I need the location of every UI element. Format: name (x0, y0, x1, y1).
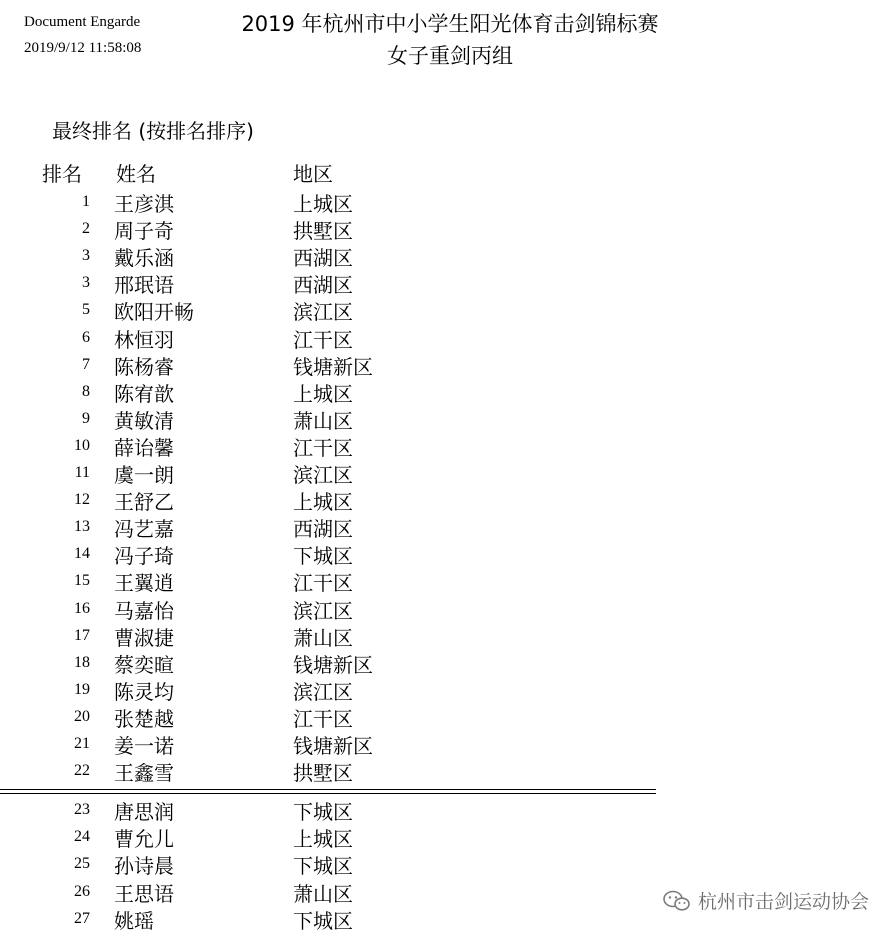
column-header-rank: 排名 (42, 162, 82, 186)
table-row (0, 188, 700, 215)
rank-cell: 6 (82, 328, 90, 346)
name-cell: 陈灵均 (114, 679, 174, 704)
region-cell: 江干区 (293, 706, 353, 731)
table-row (0, 486, 700, 513)
rank-cell: 8 (82, 382, 90, 400)
table-row (0, 296, 700, 323)
event-group-title: 女子重剑丙组 (387, 44, 513, 68)
name-cell: 王翼逍 (114, 571, 174, 596)
name-cell: 欧阳开畅 (114, 300, 194, 325)
ranking-subtitle: 最终排名 (按排名排序) (52, 119, 254, 143)
region-cell: 下城区 (293, 800, 353, 825)
rank-cell: 24 (74, 828, 90, 846)
table-row (0, 269, 700, 296)
competition-title: 2019 年杭州市中小学生阳光体育击剑锦标赛 (241, 12, 659, 36)
rank-cell: 21 (74, 735, 90, 752)
table-row (0, 878, 700, 905)
rank-cell: 10 (74, 436, 90, 454)
rank-cell: 22 (74, 762, 90, 780)
region-cell: 滨江区 (293, 679, 353, 704)
table-row (0, 905, 700, 932)
name-cell: 姜一诺 (114, 734, 174, 758)
name-cell: 薛诒馨 (114, 435, 174, 460)
rank-cell: 3 (82, 274, 90, 292)
rank-cell: 9 (82, 409, 90, 427)
name-cell: 戴乐涵 (114, 246, 174, 271)
table-row (0, 703, 700, 730)
watermark-text: 杭州市击剑运动协会 (697, 891, 869, 913)
table-row (0, 432, 700, 459)
document-source: Document Engarde (24, 14, 141, 30)
region-cell: 滨江区 (293, 300, 353, 325)
table-row (0, 242, 700, 269)
name-cell: 曹淑捷 (114, 625, 174, 650)
name-cell: 陈杨睿 (114, 354, 174, 379)
rank-cell: 15 (74, 572, 90, 590)
name-cell: 冯子琦 (114, 544, 174, 569)
region-cell: 江干区 (293, 571, 353, 596)
rank-cell: 27 (74, 909, 90, 927)
rank-cell: 19 (74, 680, 90, 698)
rank-cell: 18 (74, 653, 90, 671)
rank-cell: 12 (74, 491, 90, 509)
watermark (662, 887, 869, 914)
name-cell: 林恒羽 (114, 327, 174, 352)
table-row (0, 378, 700, 405)
region-cell: 钱塘新区 (293, 652, 373, 677)
name-cell: 王思语 (114, 881, 174, 906)
name-cell: 虞一朗 (114, 463, 174, 487)
rank-cell: 1 (82, 193, 90, 210)
name-cell: 蔡奕暄 (114, 652, 174, 677)
wechat-icon (662, 889, 692, 913)
table-row (0, 796, 700, 823)
table-row (0, 540, 700, 567)
rank-cell: 26 (74, 882, 90, 900)
name-cell: 孙诗晨 (114, 854, 174, 879)
column-header-region: 地区 (293, 162, 333, 186)
rank-cell: 23 (74, 801, 90, 819)
region-cell: 萧山区 (293, 625, 353, 650)
name-cell: 冯艺嘉 (114, 517, 174, 542)
rank-cell: 17 (74, 626, 90, 644)
table-divider (0, 793, 656, 794)
region-cell: 江干区 (293, 435, 353, 460)
region-cell: 萧山区 (293, 881, 353, 906)
table-row (0, 215, 700, 242)
name-cell: 姚瑶 (114, 908, 154, 933)
name-cell: 陈宥歆 (114, 381, 174, 406)
name-cell: 王鑫雪 (114, 761, 174, 786)
region-cell: 西湖区 (293, 273, 353, 298)
rank-cell: 13 (74, 518, 90, 536)
region-cell: 滨江区 (293, 598, 353, 623)
region-cell: 滨江区 (293, 463, 353, 487)
region-cell: 拱墅区 (293, 761, 353, 786)
region-cell: 上城区 (293, 490, 353, 515)
table-row (0, 649, 700, 676)
rank-cell: 25 (74, 855, 90, 873)
rank-cell: 14 (74, 545, 90, 563)
region-cell: 上城区 (293, 827, 353, 852)
region-cell: 拱墅区 (293, 219, 353, 244)
table-row (0, 595, 700, 622)
name-cell: 王舒乙 (114, 490, 174, 515)
table-row (0, 823, 700, 850)
table-row (0, 567, 700, 594)
rank-cell: 20 (74, 707, 90, 725)
rank-cell: 16 (74, 599, 90, 617)
region-cell: 钱塘新区 (293, 734, 373, 758)
rank-cell: 11 (74, 464, 90, 481)
table-row (0, 757, 700, 784)
table-row (0, 730, 700, 757)
table-row (0, 351, 700, 378)
name-cell: 王彦淇 (114, 192, 174, 216)
region-cell: 钱塘新区 (293, 354, 373, 379)
table-row (0, 676, 700, 703)
name-cell: 周子奇 (114, 219, 174, 244)
rank-cell: 5 (82, 301, 90, 319)
table-row (0, 459, 700, 486)
region-cell: 江干区 (293, 327, 353, 352)
table-row (0, 850, 700, 877)
region-cell: 西湖区 (293, 246, 353, 271)
name-cell: 黄敏清 (114, 408, 174, 433)
table-row (0, 622, 700, 649)
rank-cell: 3 (82, 247, 90, 265)
rank-cell: 7 (82, 355, 90, 373)
rank-cell: 2 (82, 220, 90, 238)
region-cell: 萧山区 (293, 408, 353, 433)
region-cell: 上城区 (293, 381, 353, 406)
region-cell: 西湖区 (293, 517, 353, 542)
region-cell: 下城区 (293, 544, 353, 569)
region-cell: 上城区 (293, 192, 353, 216)
name-cell: 曹允儿 (114, 827, 174, 852)
table-row (0, 324, 700, 351)
name-cell: 邢珉语 (114, 273, 174, 298)
document-datetime: 2019/9/12 11:58:08 (24, 40, 142, 56)
table-row (0, 405, 700, 432)
name-cell: 唐思润 (114, 800, 174, 825)
table-divider (0, 789, 656, 790)
region-cell: 下城区 (293, 908, 353, 933)
table-row (0, 513, 700, 540)
name-cell: 马嘉怡 (114, 598, 174, 623)
column-header-name: 姓名 (116, 162, 156, 186)
name-cell: 张楚越 (114, 706, 174, 731)
region-cell: 下城区 (293, 854, 353, 879)
